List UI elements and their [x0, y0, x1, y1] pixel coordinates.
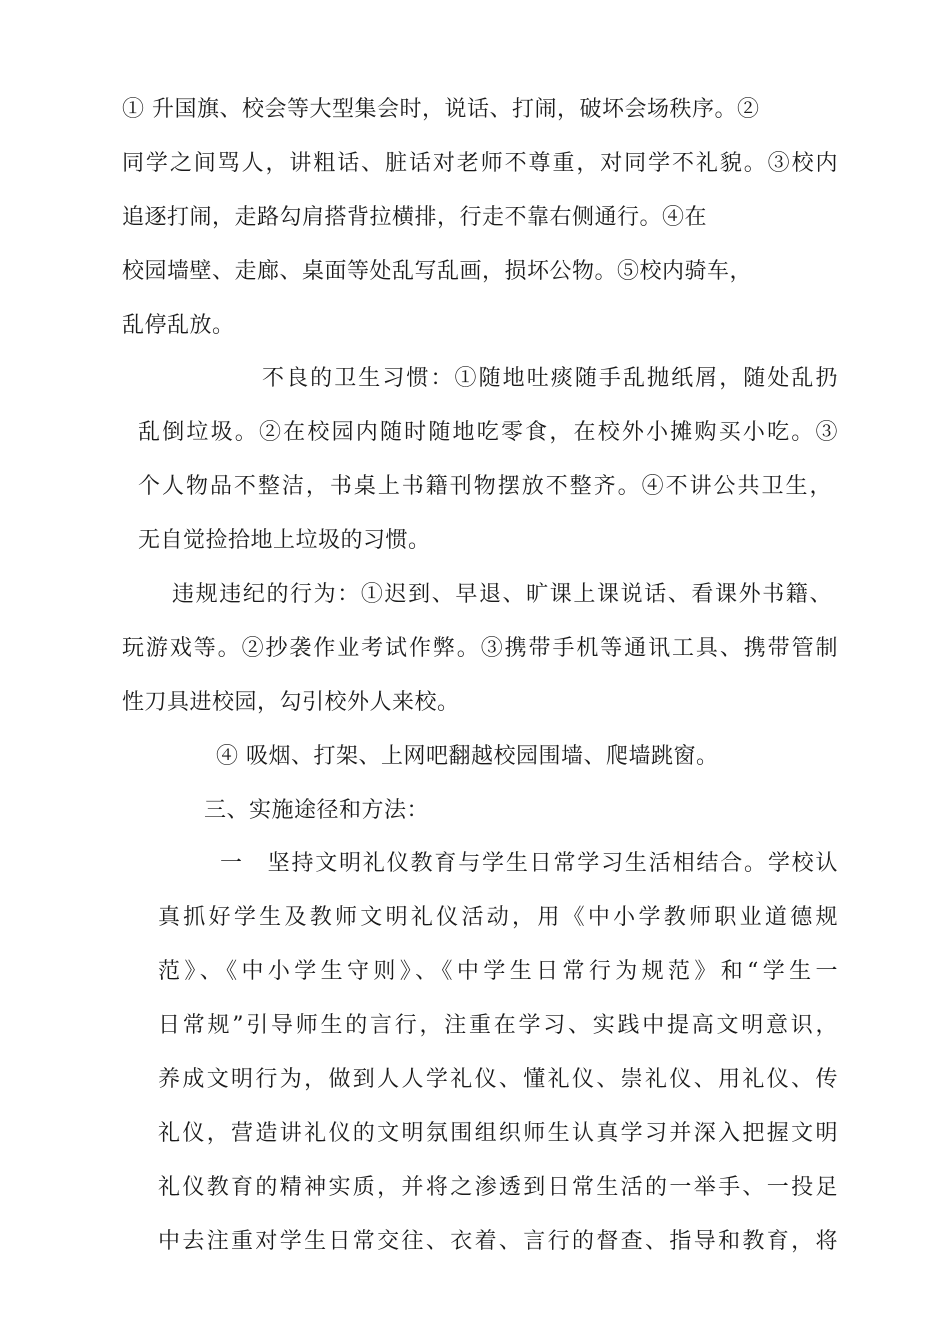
paragraph-line: 日常规”引导师生的言行，注重在学习、实践中提高文明意识， [158, 1013, 838, 1038]
paragraph-line: 范》、《中小学生守则》、《中学生日常行为规范》和“学生一 [158, 959, 838, 984]
paragraph-line: 乱倒垃圾。②在校园内随时随地吃零食，在校外小摊购买小吃。③ [138, 420, 838, 445]
paragraph-line: 无自觉捡拾地上垃圾的习惯。 [138, 528, 431, 553]
paragraph-line: 校园墙壁、走廊、桌面等处乱写乱画，损坏公物。⑤校内骑车， [122, 259, 753, 284]
paragraph-line: 中去注重对学生日常交往、衣着、言行的督查、指导和教育，将 [158, 1229, 838, 1254]
paragraph-line: 违规违纪的行为：①迟到、早退、旷课上课说话、看课外书籍、 [172, 582, 832, 607]
paragraph-line: 玩游戏等。②抄袭作业考试作弊。③携带手机等通讯工具、携带管制 [122, 636, 838, 661]
paragraph-line: 乱停乱放。 [122, 313, 235, 338]
paragraph-line: 个人物品不整洁，书桌上书籍刊物摆放不整齐。④不讲公共卫生， [138, 474, 832, 499]
paragraph-line: 不良的卫生习惯：①随地吐痰随手乱抛纸屑，随处乱扔 [262, 366, 838, 391]
paragraph-line: ① 升国旗、校会等大型集会时，说话、打闹，破坏会场秩序。② [122, 97, 760, 122]
paragraph-line: ④ 吸烟、打架、上网吧翻越校园围墙、爬墙跳窗。 [216, 744, 719, 769]
paragraph-line: 真抓好学生及教师文明礼仪活动，用《中小学教师职业道德规 [158, 905, 838, 930]
paragraph-line: 追逐打闹，走路勾肩搭背拉横排，行走不靠右侧通行。④在 [122, 205, 708, 230]
paragraph-line: 一 坚持文明礼仪教育与学生日常学习生活相结合。学校认 [220, 851, 838, 876]
paragraph-line: 礼仪教育的精神实质，并将之渗透到日常生活的一举手、一投足 [158, 1175, 838, 1200]
paragraph-line: 养成文明行为，做到人人学礼仪、懂礼仪、崇礼仪、用礼仪、传 [158, 1067, 838, 1092]
section-heading: 三、实施途径和方法： [204, 798, 430, 823]
paragraph-line: 性刀具进校园，勾引校外人来校。 [122, 690, 460, 715]
paragraph-line: 礼仪，营造讲礼仪的文明氛围组织师生认真学习并深入把握文明 [158, 1121, 838, 1146]
paragraph-line: 同学之间骂人，讲粗话、脏话对老师不尊重，对同学不礼貌。③校内 [122, 151, 838, 176]
